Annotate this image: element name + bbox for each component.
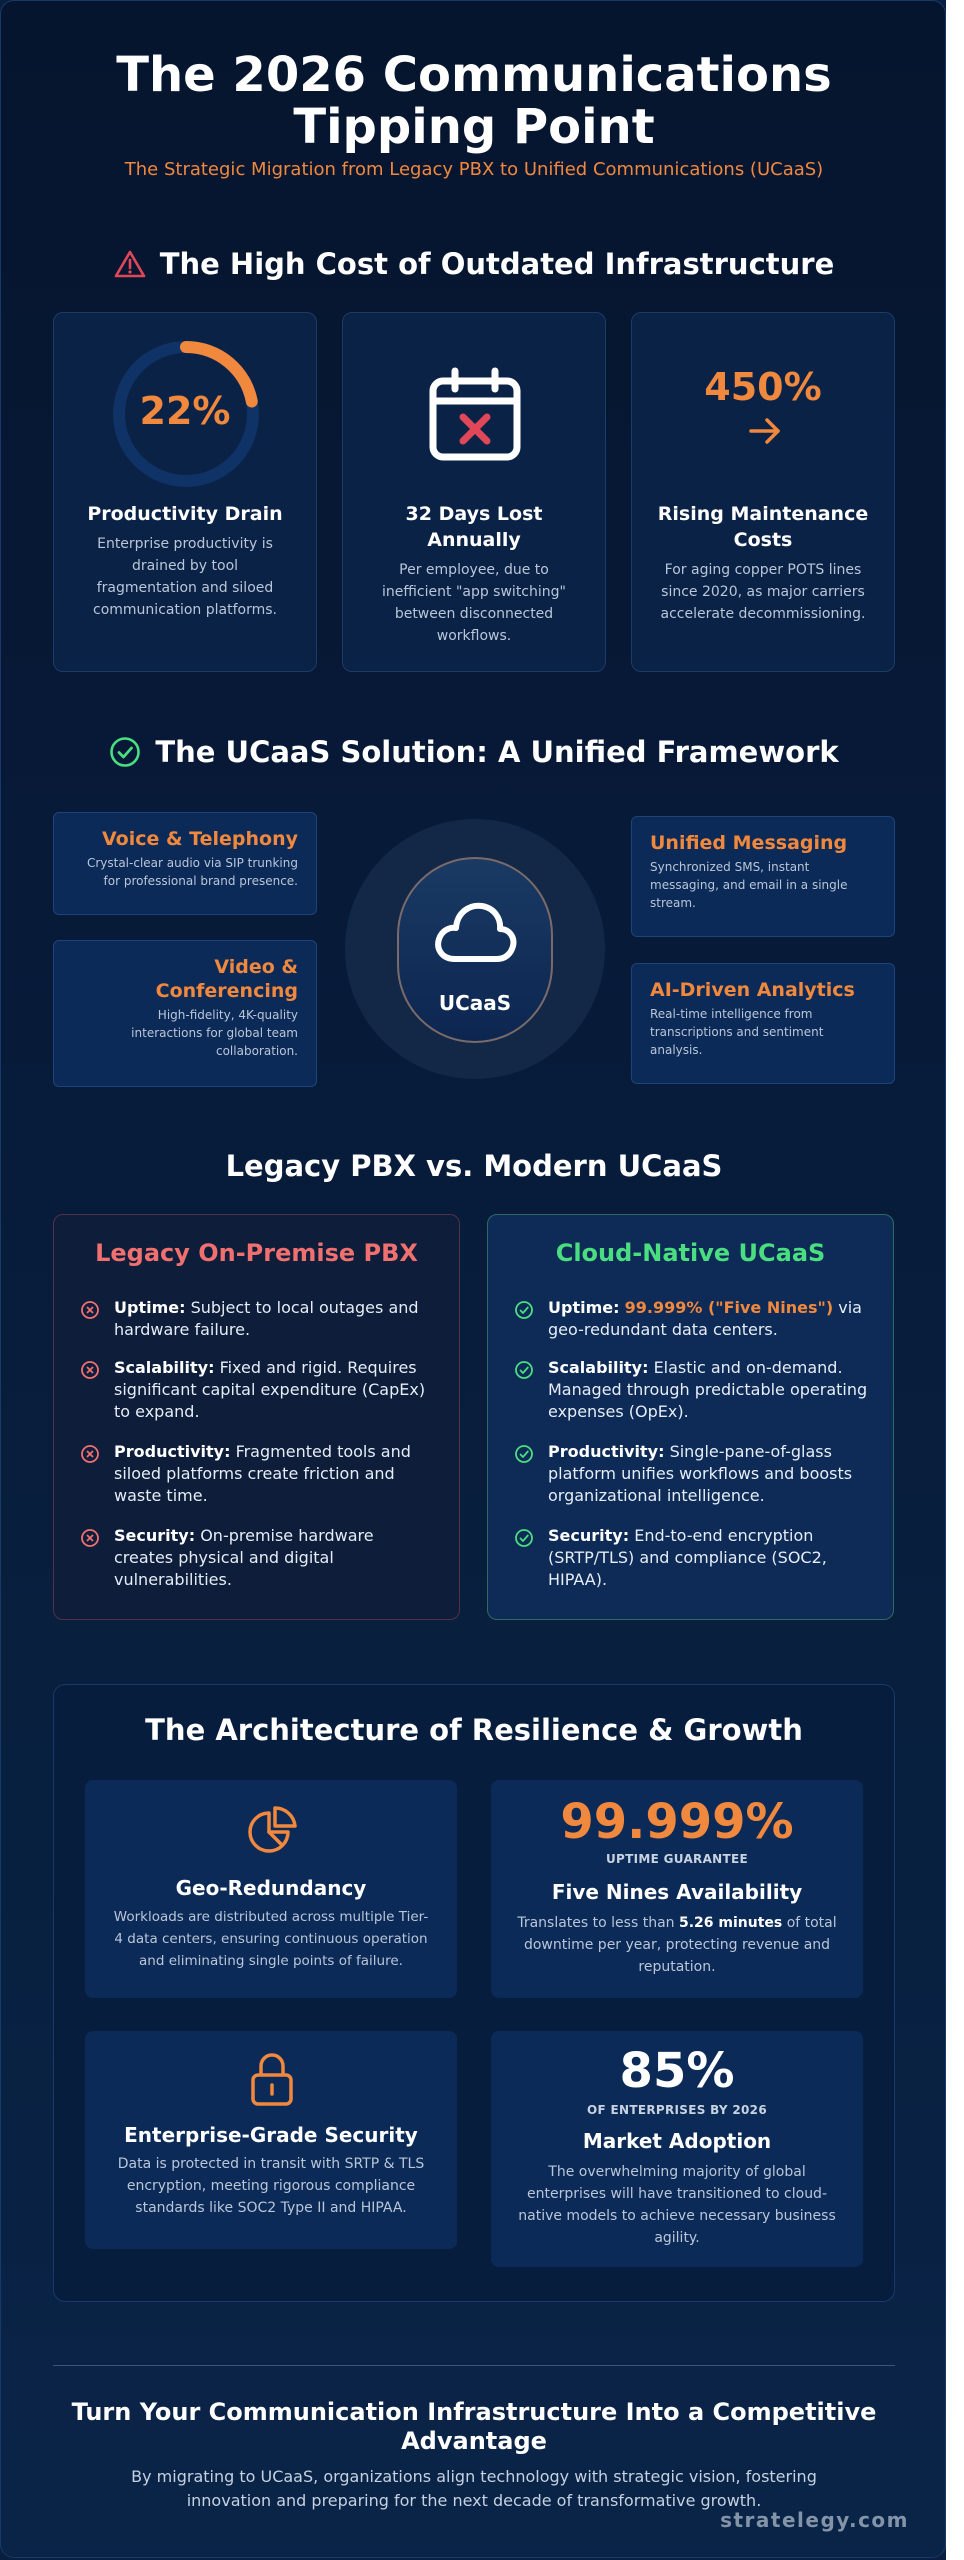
arch-card-five-nines — [491, 1780, 863, 1998]
cloud-ucaas-card — [487, 1214, 894, 1620]
ucaas-hub-label: UCaaS — [438, 991, 512, 1015]
feature-video-conferencing — [53, 940, 317, 1087]
maintenance-title: Rising Maintenance Costs — [657, 503, 869, 551]
cloud-uptime-item: Uptime: 99.999% ("Five Nines") via geo-redundant data centers. — [514, 1297, 871, 1341]
feature-video-desc: High-fidelity, 4K-quality interactions for global team collaboration. — [131, 1008, 298, 1058]
feature-voice-desc: Crystal-clear audio via SIP trunking for professional brand presence. — [86, 856, 298, 888]
arch-card-security — [85, 2031, 457, 2249]
days-lost-title: 32 Days Lost Annually — [405, 503, 543, 551]
page-subtitle: The Strategic Migration from Legacy PBX to Unified Communications (UCaaS) — [124, 159, 824, 180]
maintenance-stat: 450% — [704, 365, 822, 409]
x-circle-icon — [80, 1528, 100, 1548]
geo-redundancy-desc: Workloads are distributed across multiple Tier- 4 data centers, ensuring continuous operation and eliminating single points of failure. — [113, 1909, 429, 1969]
market-adoption-desc: The overwhelming majority of global enterprises will have transitioned to cloud- native models to achieve necessary business agility. — [518, 2164, 836, 2246]
x-circle-icon — [80, 1444, 100, 1464]
cloud-scalability-item: Scalability: Elastic and on-demand. Managed through predictable operating expenses (OpEx). — [514, 1357, 871, 1423]
footer-title: Turn Your Communication Infrastructure Into a Competitive Advantage — [71, 2398, 877, 2455]
legacy-security-item: Security: On-premise hardware creates physical and digital vulnerabilities. — [80, 1525, 437, 1591]
pie-chart-icon — [245, 1805, 299, 1859]
five-nines-desc: Translates to less than 5.26 minutes of total downtime per year, protecting revenue and reputation. — [517, 1915, 837, 1975]
warning-triangle-icon — [114, 249, 146, 279]
security-title: Enterprise-Grade Security — [124, 2123, 418, 2147]
legacy-productivity-item: Productivity: Fragmented tools and siloed platforms create friction and waste time. — [80, 1441, 437, 1507]
cost-card-maintenance — [631, 312, 895, 672]
cost-section-heading — [1, 247, 946, 281]
check-circle-icon — [514, 1360, 534, 1380]
feature-analytics-desc: Real-time intelligence from transcriptions and sentiment analysis. — [650, 1007, 824, 1057]
legacy-uptime-item: Uptime: Subject to local outages and hardware failure. — [80, 1297, 437, 1341]
legacy-pbx-title: Legacy On-Premise PBX — [95, 1239, 418, 1267]
geo-redundancy-title: Geo-Redundancy — [175, 1876, 367, 1900]
check-circle-icon — [514, 1444, 534, 1464]
check-circle-icon — [514, 1300, 534, 1320]
security-desc: Data is protected in transit with SRTP & TLS encryption, meeting rigorous compliance standards like SOC2 Type II and HIPAA. — [117, 2156, 425, 2216]
comparison-heading-text: Legacy PBX vs. Modern UCaaS — [225, 1149, 723, 1183]
arrow-right-icon — [748, 417, 782, 445]
market-adoption-stat: 85% — [619, 2043, 735, 2099]
cost-card-days-lost — [342, 312, 606, 672]
page-title-line-1: The 2026 Communications — [116, 47, 832, 103]
legacy-scalability-item: Scalability: Fixed and rigid. Requires significant capital expenditure (CapEx) to expand. — [80, 1357, 437, 1423]
feature-voice-telephony — [53, 812, 317, 915]
x-circle-icon — [80, 1360, 100, 1380]
market-adoption-caption: OF ENTERPRISES BY 2026 — [587, 2103, 767, 2117]
feature-voice-title: Voice & Telephony — [102, 828, 298, 850]
maintenance-desc: For aging copper POTS lines since 2020, as major carriers accelerate decommissioning. — [660, 562, 866, 622]
five-nines-caption: UPTIME GUARANTEE — [606, 1852, 748, 1866]
five-nines-title: Five Nines Availability — [551, 1880, 803, 1904]
x-circle-icon — [80, 1300, 100, 1320]
cloud-security-item: Security: End-to-end encryption (SRTP/TLS) and compliance (SOC2, HIPAA). — [514, 1525, 871, 1591]
check-circle-icon — [514, 1528, 534, 1548]
cloud-icon — [433, 899, 517, 965]
cloud-ucaas-title: Cloud-Native UCaaS — [555, 1239, 826, 1267]
feature-ai-analytics — [631, 963, 895, 1084]
feature-unified-messaging — [631, 816, 895, 937]
feature-video-title: Video & Conferencing — [155, 956, 298, 1002]
cost-card-productivity — [53, 312, 317, 672]
padlock-icon — [249, 2051, 295, 2107]
market-adoption-title: Market Adoption — [582, 2129, 772, 2153]
feature-messaging-title: Unified Messaging — [650, 832, 848, 854]
comparison-heading — [1, 1149, 946, 1183]
arch-card-market-adoption — [491, 2031, 863, 2267]
productivity-stat: 22% — [139, 389, 231, 433]
cloud-productivity-item: Productivity: Single-pane-of-glass platform unifies workflows and boosts organizational intelligence. — [514, 1441, 871, 1507]
page-title-line-2: Tipping Point — [293, 99, 655, 155]
solution-section-heading — [1, 735, 946, 769]
architecture-heading: The Architecture of Resilience & Growth — [145, 1713, 803, 1747]
page-title — [1, 49, 946, 153]
footer-description: By migrating to UCaaS, organizations align technology with strategic vision, fostering innovation and preparing for the next decade of transformative growth. — [131, 2467, 817, 2510]
productivity-desc: Enterprise productivity is drained by tool fragmentation and siloed communication platforms. — [93, 536, 277, 618]
check-circle-icon — [109, 736, 141, 768]
footer-divider — [53, 2365, 895, 2366]
cost-section-heading-text: The High Cost of Outdated Infrastructure — [159, 247, 835, 281]
brand-watermark[interactable]: stratelegy.com — [720, 2508, 909, 2532]
legacy-pbx-card — [53, 1214, 460, 1620]
feature-messaging-desc: Synchronized SMS, instant messaging, and email in a single stream. — [650, 860, 848, 910]
solution-section-heading-text: The UCaaS Solution: A Unified Framework — [155, 735, 839, 769]
arch-card-geo-redundancy — [85, 1780, 457, 1998]
days-lost-desc: Per employee, due to inefficient "app switching" between disconnected workflows. — [382, 562, 566, 644]
calendar-x-icon — [427, 367, 523, 463]
productivity-title: Productivity Drain — [87, 503, 283, 525]
feature-analytics-title: AI-Driven Analytics — [650, 979, 855, 1001]
page-edge — [946, 0, 964, 2560]
five-nines-stat: 99.999% — [560, 1794, 794, 1850]
